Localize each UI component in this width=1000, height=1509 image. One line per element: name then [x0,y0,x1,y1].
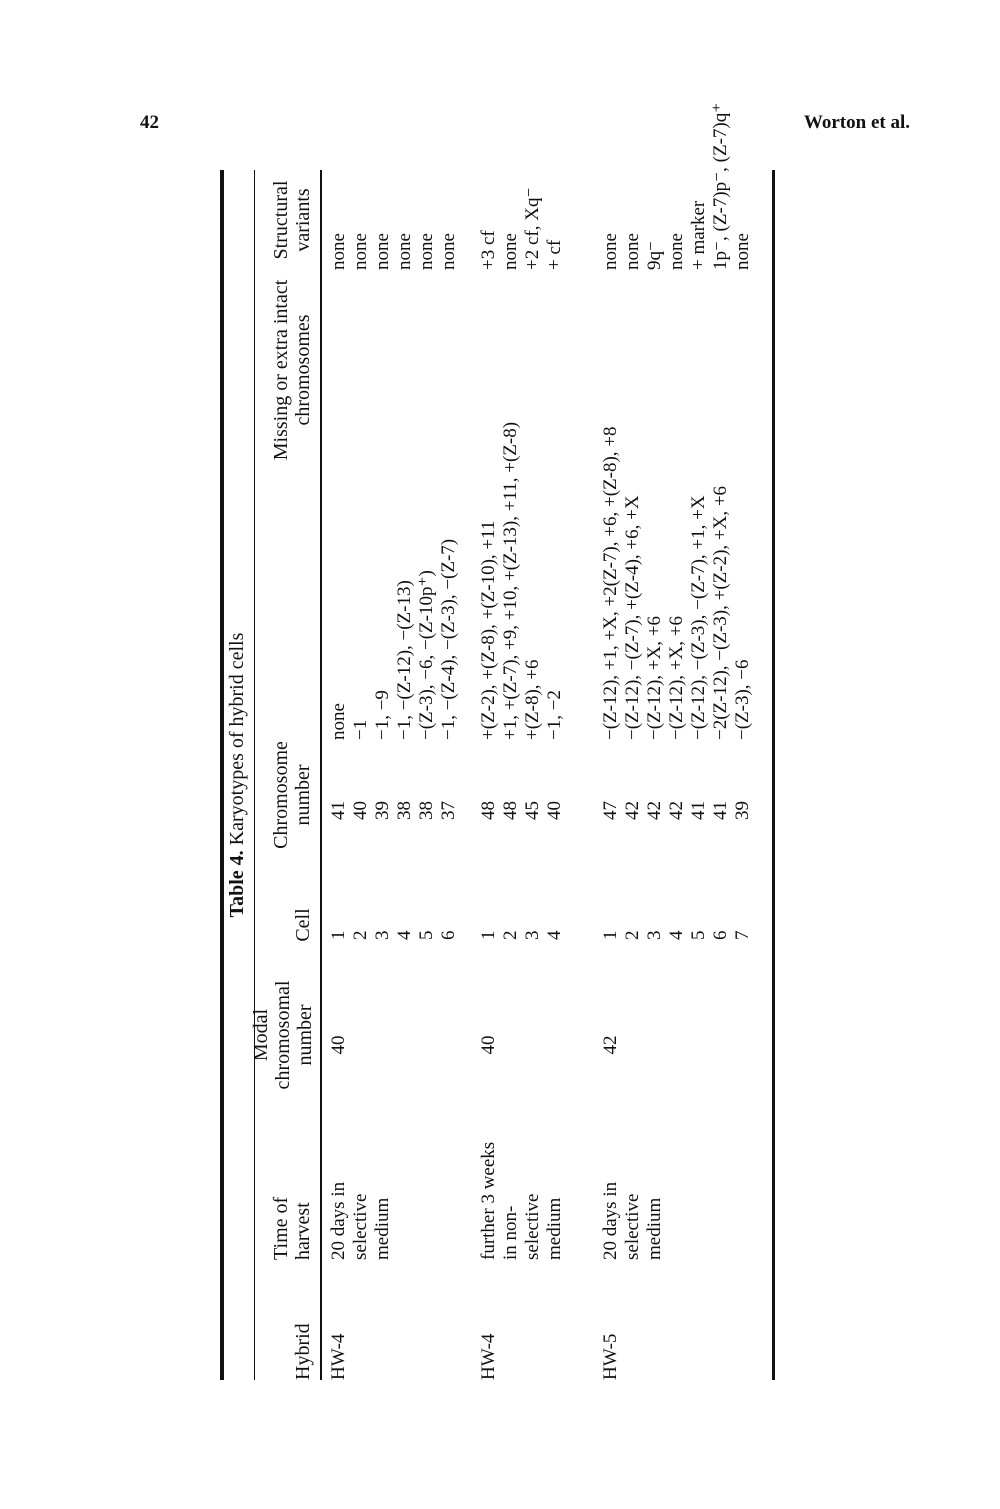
cell-hybrid: HW-4 [328,1333,349,1380]
row-structural: + marker [688,200,709,270]
row-structural: none [416,233,437,270]
row-missing: +(Z-8), +6 [522,659,543,740]
row-chrom: 48 [478,801,499,820]
row-structural: +3 cf [478,230,499,270]
column-missing [600,260,754,740]
column-cell [600,900,754,940]
row-missing: −1 [350,719,371,740]
header-rule [320,170,322,1380]
row-chrom: 41 [328,801,349,820]
caption-rule [254,170,255,1380]
row-cell: 2 [350,930,371,940]
row-missing: +(Z-2), +(Z-8), +(Z-10), +11 [478,520,499,740]
row-structural: +2 cf, Xq⁻ [522,187,543,270]
row-chrom: 40 [544,801,565,820]
row-cell: 1 [478,930,499,940]
rotated-table [220,102,784,1380]
row-chrom: 38 [416,801,437,820]
cell-time: further 3 weeks in non-selective medium [478,1141,565,1260]
column-structural [600,102,754,270]
row-chrom: 41 [710,801,731,820]
page-number: 42 [140,112,159,133]
column-structural [328,170,460,270]
row-cell: 3 [522,930,543,940]
row-structural: none [438,233,459,270]
row-missing: −(Z-12), +1, +X, +2(Z-7), +6, +(Z-8), +8 [600,426,621,740]
row-chrom: 42 [666,801,687,820]
column-cell [328,900,460,940]
column-chrom [478,770,566,820]
cell-modal: 40 [328,1035,349,1055]
cell-time: 20 days in selective medium [600,1181,665,1260]
col-header-chrom: Chromosome number [270,741,314,849]
row-missing: −1, −2 [544,690,565,740]
row-cell: 2 [622,930,643,940]
row-missing: none [328,703,349,740]
row-structural: + cf [544,239,565,270]
row-chrom: 45 [522,801,543,820]
row-cell: 1 [328,930,349,940]
cell-modal: 42 [600,1035,621,1055]
col-header-cell: Cell [292,908,314,942]
row-cell: 3 [372,930,393,940]
running-head: Worton et al. [803,112,910,133]
row-missing: −1, −(Z-4), −(Z-3), −(Z-7) [438,538,459,740]
top-rule [220,170,224,1380]
row-missing: −(Z-12), +X, +6 [644,616,665,740]
row-structural: none [328,233,349,270]
row-structural: none [666,233,687,270]
col-header-structural: Structural variants [270,180,314,260]
column-chrom [600,770,754,820]
row-structural: none [394,233,415,270]
row-chrom: 40 [350,801,371,820]
row-chrom: 39 [732,801,753,820]
row-chrom: 42 [644,801,665,820]
column-missing [478,260,566,740]
cell-time: 20 days in selective medium [328,1181,393,1260]
row-cell: 4 [544,930,565,940]
row-cell: 1 [600,930,621,940]
row-structural: none [622,233,643,270]
cell-hybrid: HW-5 [600,1333,621,1380]
row-cell: 2 [500,930,521,940]
column-cell [478,900,566,940]
row-structural: none [500,233,521,270]
column-structural [478,170,566,270]
row-structural: none [600,233,621,270]
row-missing: −(Z-12), −(Z-7), +(Z-4), +6, +X [622,495,643,740]
table-label: Table 4. [226,850,248,918]
row-chrom: 47 [600,801,621,820]
cell-modal: 40 [478,1035,499,1055]
row-cell: 4 [666,930,687,940]
row-chrom: 41 [688,801,709,820]
row-missing: +1, +(Z-7), +9, +10, +(Z-13), +11, +(Z-8) [500,421,521,740]
column-chrom [328,770,460,820]
row-missing: −1, −9 [372,690,393,740]
row-missing: −(Z-3), −6, −(Z-10p⁺) [416,570,437,740]
table-caption [226,170,249,1380]
row-cell: 5 [416,930,437,940]
row-missing: −(Z-12), +X, +6 [666,616,687,740]
row-structural: none [372,233,393,270]
col-header-missing: Missing or extra intact chromosomes [270,279,314,461]
table-title: Karyotypes of hybrid cells [226,632,248,846]
row-missing: −1, −(Z-12), −(Z-13) [394,580,415,740]
row-missing: −2(Z-12), −(Z-3), +(Z-2), +X, +6 [710,485,731,740]
row-structural: none [732,233,753,270]
row-chrom: 48 [500,801,521,820]
row-cell: 6 [438,930,459,940]
row-missing: −(Z-3), −6 [732,659,753,740]
row-missing: −(Z-12), −(Z-3), −(Z-7), +1, +X [688,495,709,740]
row-structural: none [350,233,371,270]
row-structural: 9q⁻ [644,240,665,270]
row-cell: 5 [688,930,709,940]
row-chrom: 42 [622,801,643,820]
row-cell: 4 [394,930,415,940]
col-header-hybrid: Hybrid [292,1323,314,1380]
row-cell: 3 [644,930,665,940]
column-missing [328,260,460,740]
row-chrom: 38 [394,801,415,820]
bottom-rule [772,170,775,1380]
row-structural: 1p⁻, (Z-7)p⁻, (Z-7)q⁺ [710,102,731,270]
col-header-time: Time of harvest [270,1196,314,1260]
row-cell: 6 [710,930,731,940]
row-cell: 7 [732,930,753,940]
row-chrom: 39 [372,801,393,820]
col-header-modal: Modal chromosomal number [250,980,316,1090]
row-chrom: 37 [438,801,459,820]
cell-hybrid: HW-4 [478,1333,499,1380]
